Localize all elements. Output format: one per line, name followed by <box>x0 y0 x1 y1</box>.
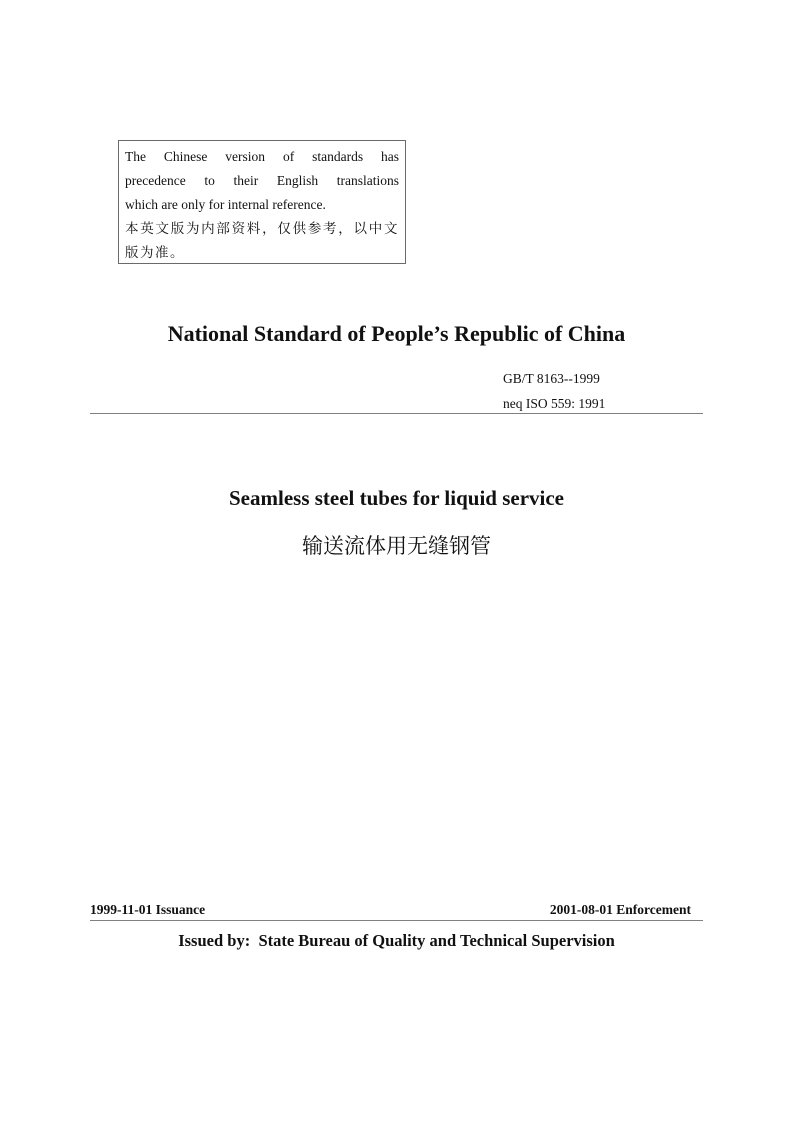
notice-chinese-text: 本英文版为内部资料，仅供参考，以中文版为准。 <box>125 221 399 261</box>
issuing-authority: Issued by: State Bureau of Quality and Technical Supervision <box>178 931 615 950</box>
standard-codes <box>503 366 605 416</box>
document-title-english: Seamless steel tubes for liquid service <box>229 486 564 510</box>
translation-notice-box <box>118 140 406 264</box>
footer-divider <box>90 920 703 921</box>
issuance-date: 1999-11-01 Issuance <box>90 902 206 917</box>
notice-line: precedence to their English translations <box>125 173 399 188</box>
iso-equivalence: neq ISO 559: 1991 <box>503 396 606 411</box>
standard-number: GB/T 8163--1999 <box>503 371 600 386</box>
header-divider <box>90 413 703 414</box>
national-standard-title: National Standard of People’s Republic of China <box>167 321 626 346</box>
enforcement-date: 2001-08-01 Enforcement <box>549 902 691 917</box>
document-title-chinese: 输送流体用无缝钢管 <box>302 534 491 558</box>
notice-line: which are only for internal reference. <box>125 197 326 212</box>
dates-row <box>90 901 691 919</box>
notice-english-text <box>125 145 399 217</box>
notice-line: The Chinese version of standards has <box>125 149 399 164</box>
